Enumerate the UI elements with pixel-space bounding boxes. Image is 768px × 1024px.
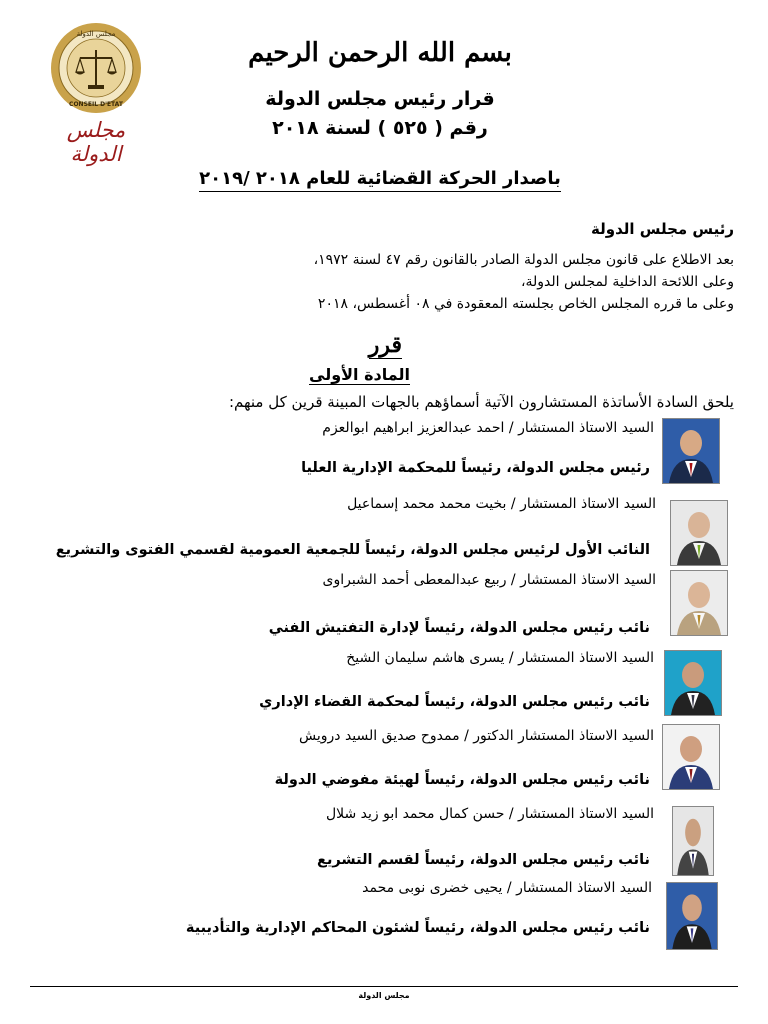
decree-title: قرار رئيس مجلس الدولة xyxy=(265,88,495,110)
decided-text: قرر xyxy=(368,332,402,358)
article-heading xyxy=(309,365,410,384)
portrait-photo xyxy=(670,500,728,566)
decided-heading xyxy=(369,332,402,358)
footer-text: مجلس الدولة xyxy=(358,991,410,1000)
preamble-line: وعلى ما قرره المجلس الخاص بجلسته المعقودة في ٠٨ أغسطس، ٢٠١٨ xyxy=(317,296,734,312)
decree-number: رقم ( ٥٢٥ ) لسنة ٢٠١٨ xyxy=(272,117,488,139)
entry-name: السيد الاستاذ المستشار / ربيع عبدالمعطى أحمد الشبراوى xyxy=(322,572,656,588)
portrait-photo xyxy=(664,650,722,716)
preamble-line: وعلى اللائحة الداخلية لمجلس الدولة، xyxy=(520,274,734,290)
scales-seal-icon xyxy=(50,22,142,114)
entry-role: نائب رئيس مجلس الدولة، رئيساً لشئون المحاكم الإدارية والتأديبية xyxy=(185,920,650,936)
entry-role: رئيس مجلس الدولة، رئيساً للمحكمة الإدارية العليا xyxy=(301,460,650,476)
entry-name: السيد الاستاذ المستشار / حسن كمال محمد ابو زيد شلال xyxy=(325,806,654,822)
entry-role: النائب الأول لرئيس مجلس الدولة، رئيساً للجمعية العمومية لقسمي الفتوى والتشريع xyxy=(55,542,650,558)
entry-role: نائب رئيس مجلس الدولة، رئيساً لقسم التشريع xyxy=(317,852,650,868)
footer-divider xyxy=(30,986,738,987)
article-text: المادة الأولى xyxy=(309,365,410,384)
entry-name: السيد الاستاذ المستشار الدكتور / ممدوح صديق السيد درويش xyxy=(299,728,654,744)
decree-subject xyxy=(190,168,570,189)
logo-wordmark: مجلس الدولة xyxy=(66,118,126,166)
decree-subject-text: باصدار الحركة القضائية للعام ٢٠١٨ /٢٠١٩ xyxy=(199,168,561,192)
entry-name: السيد الاستاذ المستشار / بخيت محمد محمد إسماعيل xyxy=(347,496,656,512)
portrait-photo xyxy=(666,882,718,950)
seal-bottom-text: CONSEIL D'ETAT xyxy=(69,101,123,108)
seal-top-text: مجلس الدولة xyxy=(76,30,116,38)
preamble-line: بعد الاطلاع على قانون مجلس الدولة الصادر بالقانون رقم ٤٧ لسنة ١٩٧٢، xyxy=(313,252,734,268)
preamble-heading: رئيس مجلس الدولة xyxy=(591,220,734,238)
entry-name: السيد الاستاذ المستشار / يسرى هاشم سليمان الشيخ xyxy=(346,650,654,666)
portrait-photo xyxy=(672,806,714,876)
entry-role: نائب رئيس مجلس الدولة، رئيساً لهيئة مفوضي الدولة xyxy=(274,772,650,788)
council-logo xyxy=(46,22,146,166)
entry-name: السيد الاستاذ المستشار / احمد عبدالعزيز ابراهيم ابوالعزم xyxy=(322,420,654,436)
entry-role: نائب رئيس مجلس الدولة، رئيساً لمحكمة القضاء الإداري xyxy=(259,694,650,710)
basmala-heading: بسم الله الرحمن الرحيم xyxy=(248,38,512,68)
portrait-photo xyxy=(662,418,720,484)
entry-name: السيد الاستاذ المستشار / يحيى خضرى نوبى محمد xyxy=(362,880,652,896)
portrait-photo xyxy=(670,570,728,636)
entry-role: نائب رئيس مجلس الدولة، رئيساً لإدارة التفتيش الفني xyxy=(268,620,650,636)
portrait-photo xyxy=(662,724,720,790)
article-intro: يلحق السادة الأساتذة المستشارون الآتية أسماؤهم بالجهات المبينة قرين كل منهم: xyxy=(228,393,734,411)
